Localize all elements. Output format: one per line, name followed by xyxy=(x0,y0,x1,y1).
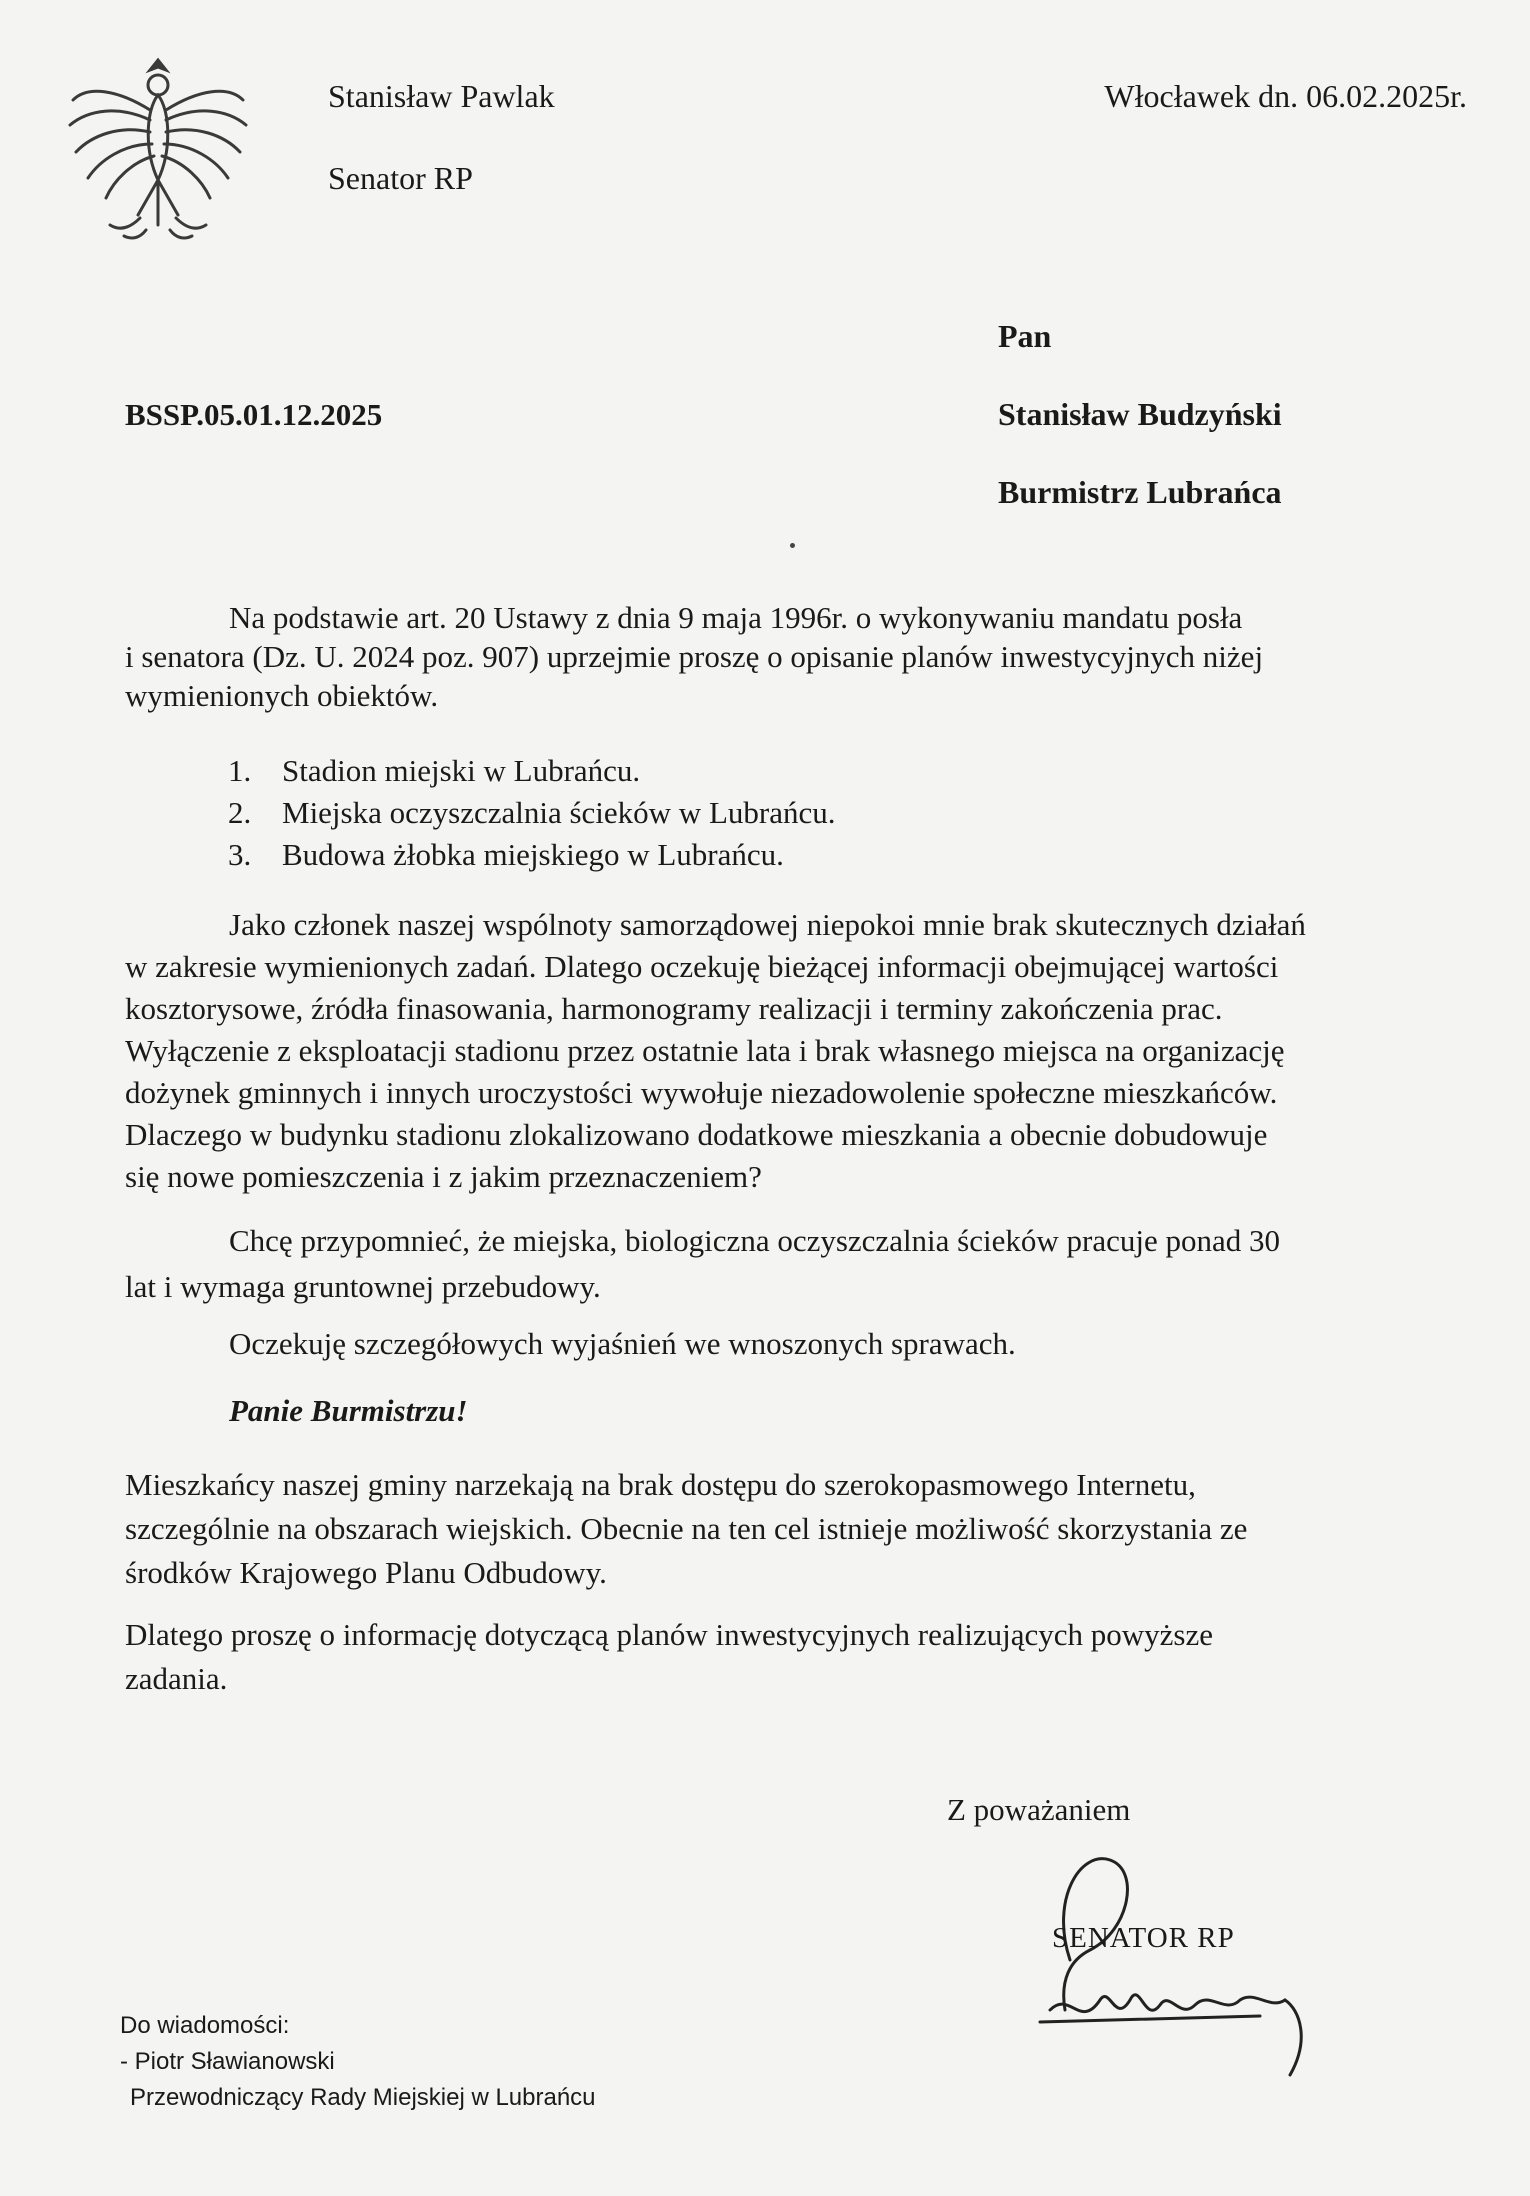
recipient-title: Burmistrz Lubrańca xyxy=(998,474,1282,510)
intro-paragraph xyxy=(125,598,1461,715)
list-text: Stadion miejski w Lubrańcu. xyxy=(282,753,641,788)
handwritten-signature xyxy=(1010,1840,1340,2080)
list-number: 3. xyxy=(228,837,252,872)
recipient-name: Stanisław Budzyński xyxy=(998,396,1282,432)
list-text: Budowa żłobka miejskiego w Lubrańcu. xyxy=(282,837,784,872)
senator-stamp: SENATOR RP xyxy=(1052,1922,1235,1954)
sender-name: Stanisław Pawlak xyxy=(328,78,555,114)
treatment-plant-paragraph xyxy=(125,1218,1461,1310)
text-line: dożynek gminnych i innych uroczystości wywołuje niezadowolenie społeczne mieszkańców. xyxy=(125,1075,1278,1110)
list-number: 1. xyxy=(228,753,252,788)
text-line: kosztorysowe, źródła finasowania, harmonogramy realizacji i terminy zakończenia prac. xyxy=(125,991,1223,1026)
text-line: i senatora (Dz. U. 2024 poz. 907) uprzejmie proszę o opisanie planów inwestycyjnych niżej xyxy=(125,639,1264,674)
concern-paragraph xyxy=(125,904,1461,1198)
list-item xyxy=(228,792,835,834)
text-line: się nowe pomieszczenia i z jakim przeznaczeniem? xyxy=(125,1159,762,1194)
copy-to-block xyxy=(120,2008,596,2116)
text-line: Jako członek naszej wspólnoty samorządowej niepokoi mnie brak skutecznych działań xyxy=(229,907,1306,942)
text-line: Dlaczego w budynku stadionu zlokalizowano dodatkowe mieszkania a obecnie dobudowuje xyxy=(125,1117,1268,1152)
text-line: szczególnie na obszarach wiejskich. Obecnie na ten cel istnieje możliwość skorzystania ze xyxy=(125,1511,1248,1546)
text-line: Oczekuję szczegółowych wyjaśnień we wnoszonych sprawach. xyxy=(229,1326,1016,1361)
text-line: Chcę przypomnieć, że miejska, biologiczna oczyszczalnia ścieków pracuje ponad 30 xyxy=(229,1223,1280,1258)
text-line: w zakresie wymienionych zadań. Dlatego oczekuję bieżącej informacji obejmującej wartości xyxy=(125,949,1279,984)
cc-role: Przewodniczący Rady Miejskiej w Lubrańcu xyxy=(130,2084,596,2111)
salutation-exclamation: Panie Burmistrzu! xyxy=(229,1393,468,1428)
text-line: wymienionych obiektów. xyxy=(125,678,439,713)
list-item xyxy=(228,750,835,792)
text-line: środków Krajowego Planu Odbudowy. xyxy=(125,1555,607,1590)
stray-dot xyxy=(790,543,795,548)
closing-phrase: Z poważaniem xyxy=(947,1792,1131,1827)
text-line: zadania. xyxy=(125,1661,228,1696)
place-and-date: Włocławek dn. 06.02.2025r. xyxy=(1104,78,1467,114)
text-line: Na podstawie art. 20 Ustawy z dnia 9 maja 1996r. o wykonywaniu mandatu posła xyxy=(229,600,1243,635)
recipient-block xyxy=(998,318,1282,552)
list-text: Miejska oczyszczalnia ścieków w Lubrańcu. xyxy=(282,795,836,830)
polish-eagle-emblem-icon xyxy=(58,40,258,260)
investment-list xyxy=(228,750,835,876)
explanations-paragraph xyxy=(125,1324,1461,1363)
cc-heading: Do wiadomości: xyxy=(120,2012,290,2039)
text-line: lat i wymaga gruntownej przebudowy. xyxy=(125,1269,601,1304)
cc-person: - Piotr Sławianowski xyxy=(120,2048,335,2075)
text-line: Dlatego proszę o informację dotyczącą planów inwestycyjnych realizujących powyższe xyxy=(125,1617,1213,1652)
text-line: Mieszkańcy naszej gminy narzekają na brak dostępu do szerokopasmowego Internetu, xyxy=(125,1467,1196,1502)
list-number: 2. xyxy=(228,795,252,830)
reference-number: BSSP.05.01.12.2025 xyxy=(125,397,383,432)
recipient-salutation: Pan xyxy=(998,318,1052,354)
list-item xyxy=(228,834,835,876)
sender-title: Senator RP xyxy=(328,160,473,196)
text-line: Wyłączenie z eksploatacji stadionu przez ostatnie lata i brak własnego miejsca na organizację xyxy=(125,1033,1285,1068)
internet-paragraph xyxy=(125,1463,1461,1595)
final-request-paragraph xyxy=(125,1613,1461,1701)
